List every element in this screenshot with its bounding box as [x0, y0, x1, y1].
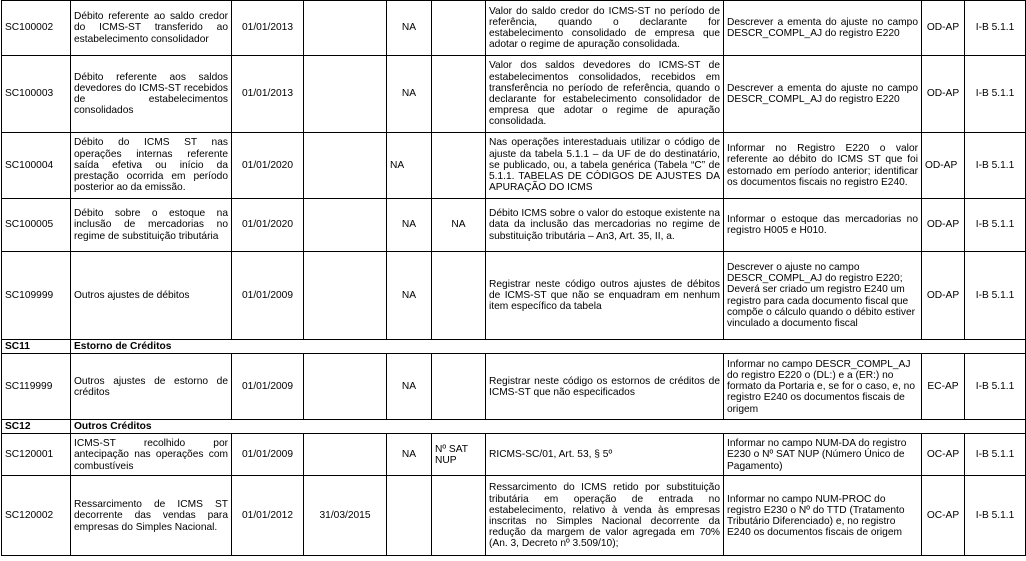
reference-cell	[432, 252, 486, 340]
section-header-row	[2, 420, 1026, 434]
table-ref-cell: I-B 5.1.1	[965, 199, 1026, 252]
end-date-cell	[304, 56, 387, 133]
na-cell: NA	[387, 1, 432, 56]
table-ref-cell: I-B 5.1.1	[965, 354, 1026, 420]
legal-basis-cell: Registrar neste código outros ajustes de débitos de ICMS-ST que não se enquadram em nenhum item específico da tabela	[486, 252, 724, 340]
legal-basis-cell: Ressarcimento do ICMS retido por substituição tributária em operação de entrada no estabelecimento, relativo à venda às empresas inscritas no Simples Nacional decorrente da redução da margem de valor agregada em 70% (An. 3, Decreto nº 3.509/10);	[486, 476, 724, 556]
section-title: Estorno de Créditos	[71, 340, 1026, 354]
description-cell: Ressarcimento de ICMS ST decorrente das vendas para empresas do Simples Nacional.	[71, 476, 232, 556]
guidance-cell: Informar o estoque das mercadorias no registro H005 e H010.	[724, 199, 922, 252]
start-date-cell: 01/01/2009	[232, 252, 304, 340]
description-cell: Débito referente aos saldos devedores do ICMS-ST recebidos de estabelecimentos consolidados	[71, 56, 232, 133]
table-ref-cell: I-B 5.1.1	[965, 133, 1026, 199]
code-cell: SC120002	[2, 476, 71, 556]
na-cell: NA	[387, 199, 432, 252]
end-date-cell	[304, 199, 387, 252]
description-cell: Débito referente ao saldo credor do ICMS-ST transferido ao estabelecimento consolidador	[71, 1, 232, 56]
type-cell: OD-AP	[922, 199, 965, 252]
legal-basis-cell: RICMS-SC/01, Art. 53, § 5º	[486, 434, 724, 476]
description-cell: Outros ajustes de débitos	[71, 252, 232, 340]
table-ref-cell: I-B 5.1.1	[965, 252, 1026, 340]
table-row	[2, 1, 1026, 56]
legal-basis-cell: Registrar neste código os estornos de créditos de ICMS-ST que não especificados	[486, 354, 724, 420]
reference-cell	[432, 133, 486, 199]
code-cell: SC100004	[2, 133, 71, 199]
table-row	[2, 56, 1026, 133]
reference-cell	[432, 354, 486, 420]
guidance-cell: Informar no campo DESCR_COMPL_AJ do registro E220 o (DL:) e a (ER:) no formato da Portaria e, se for o caso, e, no registro E240 os documentos fiscais de origem	[724, 354, 922, 420]
legal-basis-cell: Nas operações interestaduais utilizar o código de ajuste da tabela 5.1.1 – da UF de do destinatário, se publicado, ou, a tabela genérica (Tabela “C” de 5.1.1. TABELAS DE CÓDIGOS DE AJUSTES DA APURAÇÃO DO ICMS	[486, 133, 724, 199]
code-cell: SC120001	[2, 434, 71, 476]
table-ref-cell: I-B 5.1.1	[965, 476, 1026, 556]
guidance-cell: Descrever o ajuste no campo DESCR_COMPL_AJ do registro E220; Deverá ser criado um registro E240 um registro para cada documento fiscal que compõe o cálculo quando o débito estiver vinculado a documento fiscal	[724, 252, 922, 340]
type-cell: OD-AP	[922, 56, 965, 133]
na-cell: NA	[387, 252, 432, 340]
start-date-cell: 01/01/2012	[232, 476, 304, 556]
table-ref-cell: I-B 5.1.1	[965, 434, 1026, 476]
table-row	[2, 133, 1026, 199]
guidance-cell: Descrever a ementa do ajuste no campo DESCR_COMPL_AJ do registro E220	[724, 1, 922, 56]
description-cell: ICMS-ST recolhido por antecipação nas operações com combustíveis	[71, 434, 232, 476]
start-date-cell: 01/01/2020	[232, 133, 304, 199]
type-cell: OC-AP	[922, 476, 965, 556]
end-date-cell: 31/03/2015	[304, 476, 387, 556]
guidance-cell: Informar no campo NUM-DA do registro E230 o Nº SAT NUP (Número Único de Pagamento)	[724, 434, 922, 476]
type-cell: OD-AP	[922, 1, 965, 56]
code-cell: SC119999	[2, 354, 71, 420]
type-cell: EC-AP	[922, 354, 965, 420]
guidance-cell: Informar no Registro E220 o valor referente ao débito do ICMS ST que foi estornado em período anterior; identificar os documentos fiscais no registro E240.	[724, 133, 922, 199]
reference-cell	[432, 476, 486, 556]
reference-cell: NA	[432, 199, 486, 252]
adjustment-codes-table	[1, 0, 1026, 556]
na-cell: NA	[387, 434, 432, 476]
section-code: SC11	[2, 340, 71, 354]
reference-cell: Nº SAT NUP	[432, 434, 486, 476]
guidance-cell: Informar no campo NUM-PROC do registro E230 o Nº do TTD (Tratamento Tributário Diferenciado) e, no registro E240 os documentos fiscais de origem	[724, 476, 922, 556]
type-cell: OC-AP	[922, 434, 965, 476]
na-cell: NA	[387, 354, 432, 420]
legal-basis-cell: Valor do saldo credor do ICMS-ST no período de referência, quando o declarante for estabelecimento consolidado de empresa que adotar o regime de apuração consolidada.	[486, 1, 724, 56]
code-cell: SC100003	[2, 56, 71, 133]
start-date-cell: 01/01/2013	[232, 56, 304, 133]
table-row	[2, 354, 1026, 420]
code-cell: SC100002	[2, 1, 71, 56]
start-date-cell: 01/01/2009	[232, 354, 304, 420]
table-row	[2, 199, 1026, 252]
end-date-cell	[304, 252, 387, 340]
na-cell: NA	[387, 56, 432, 133]
start-date-cell: 01/01/2020	[232, 199, 304, 252]
end-date-cell	[304, 434, 387, 476]
table-body	[2, 1, 1026, 556]
code-cell: SC100005	[2, 199, 71, 252]
reference-cell	[432, 1, 486, 56]
start-date-cell: 01/01/2009	[232, 434, 304, 476]
na-cell	[387, 476, 432, 556]
table-row	[2, 434, 1026, 476]
end-date-cell	[304, 133, 387, 199]
section-header-row	[2, 340, 1026, 354]
guidance-cell: Descrever a ementa do ajuste no campo DESCR_COMPL_AJ do registro E220	[724, 56, 922, 133]
description-cell: Débito sobre o estoque na inclusão de mercadorias no regime de substituição tributária	[71, 199, 232, 252]
section-code: SC12	[2, 420, 71, 434]
table-row	[2, 476, 1026, 556]
legal-basis-cell: Débito ICMS sobre o valor do estoque existente na data da inclusão das mercadorias no regime de substituição tributária – An3, Art. 35, II, a.	[486, 199, 724, 252]
description-cell: Débito do ICMS ST nas operações internas referente saída efetiva ou início da prestação ocorrida em período posterior ao da emissão.	[71, 133, 232, 199]
code-cell: SC109999	[2, 252, 71, 340]
na-cell: NA	[387, 133, 432, 199]
start-date-cell: 01/01/2013	[232, 1, 304, 56]
type-cell: OD-AP	[922, 133, 965, 199]
reference-cell	[432, 56, 486, 133]
section-title: Outros Créditos	[71, 420, 1026, 434]
table-ref-cell: I-B 5.1.1	[965, 56, 1026, 133]
description-cell: Outros ajustes de estorno de créditos	[71, 354, 232, 420]
type-cell: OD-AP	[922, 252, 965, 340]
table-ref-cell: I-B 5.1.1	[965, 1, 1026, 56]
legal-basis-cell: Valor dos saldos devedores do ICMS-ST de estabelecimentos consolidados, recebidos em transferência no período de referência, quando o declarante for estabelecimento consolidador de empresa que adotar o regime de apuração consolidada.	[486, 56, 724, 133]
table-row	[2, 252, 1026, 340]
end-date-cell	[304, 1, 387, 56]
end-date-cell	[304, 354, 387, 420]
